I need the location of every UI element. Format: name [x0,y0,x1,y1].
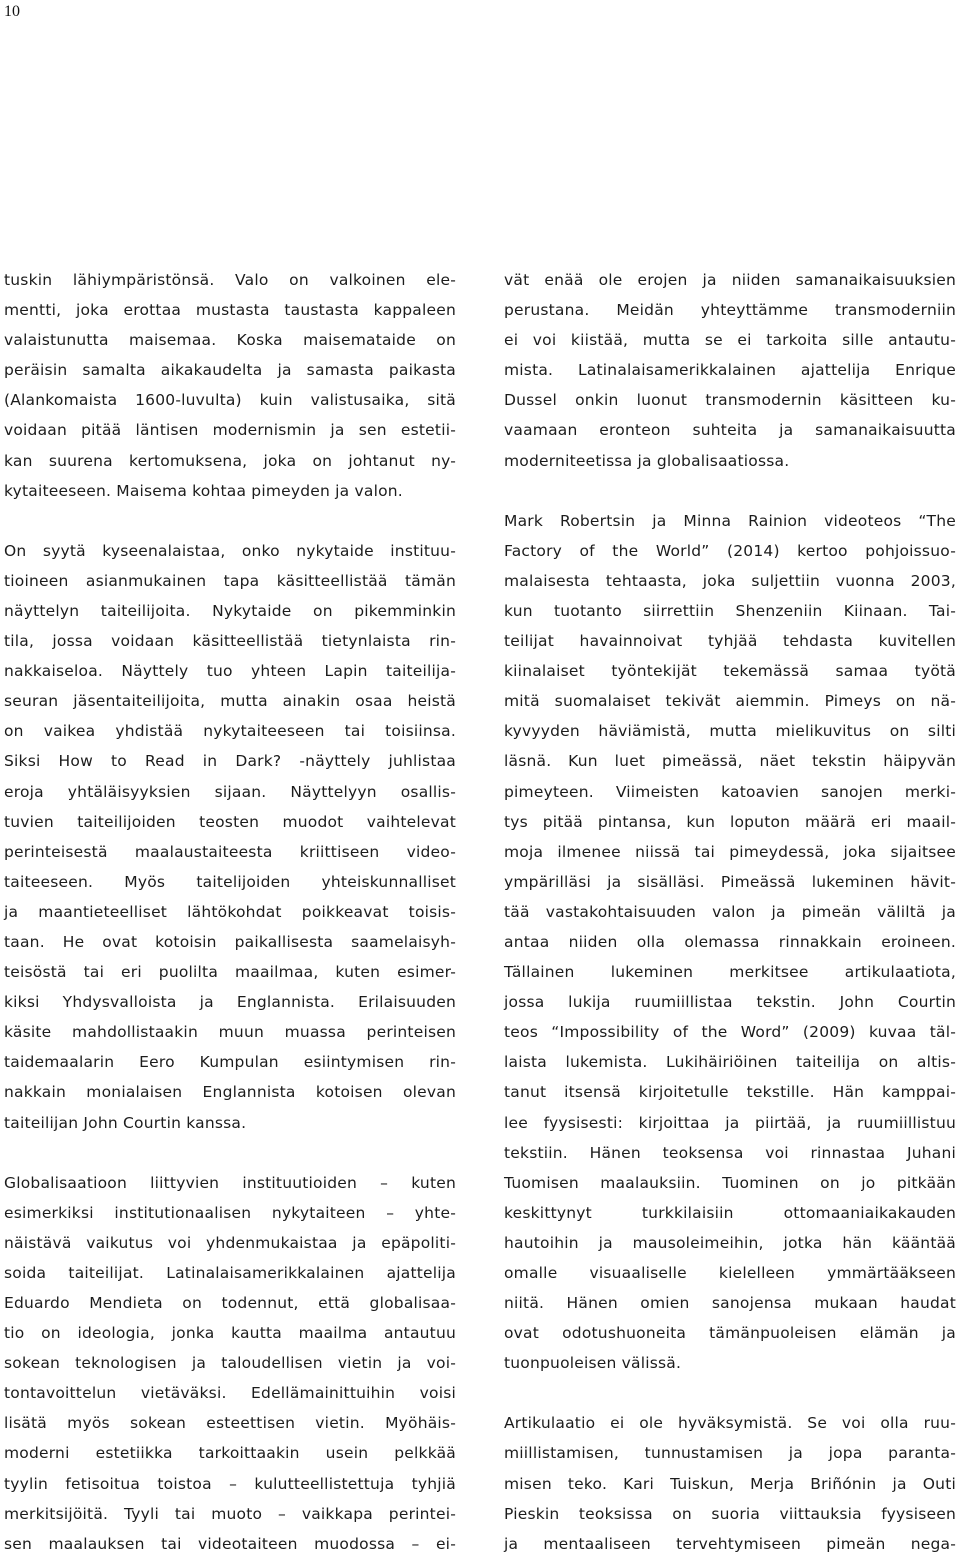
text-line: On syytä kyseenalaistaa, onko nykytaide instituu- [4,541,456,560]
text-line: lisätä myös sokean esteettisen vietin. Myöhäis- [4,1414,456,1433]
page-number: 10 [4,3,20,20]
text-line: vät enää ole erojen ja niiden samanaikaisuuksien [504,271,956,289]
text-line: Eduardo Mendieta on todennut, että globalisaa- [4,1294,456,1312]
text-line: ja maantieteelliset lähtökohdat poikkeavat toisis- [4,902,456,921]
text-line: perustana. Meidän yhteyttämme transmoderniin [504,301,956,320]
text-line: kiksi Yhdysvalloista ja Englannista. Erilaisuuden [4,993,456,1012]
text-line: Factory of the World” (2014) kertoo pohjoissuo- [504,541,956,560]
text-line: Dussel onkin luonut transmodernin käsitteen ku- [504,391,956,410]
text-line: ovat odotushuoneita tämänpuoleisen elämän ja [504,1324,956,1343]
text-line: lee fyysisesti: kirjoittaa ja piirtää, ja ruumiillistuu [504,1113,956,1132]
text-line: taan. He ovat kotoisin paikallisesta saamelaisyh- [4,932,456,951]
text-line: teos “Impossibility of the Word” (2009) kuvaa täl- [504,1023,956,1042]
text-line: mitä suomalaiset tekivät aiemmin. Pimeys on nä- [504,692,956,711]
text-line: merkitsijöitä. Tyyli tai muoto – vaikkapa perintei- [4,1504,456,1523]
paragraph [504,1408,956,1558]
left-column [4,265,456,1559]
text-line: tyylin fetisoitua toistoa – kulutteellistettuja tyhjiä [4,1474,456,1493]
text-line: pimeyteen. Viimeisten katoavien sanojen merki- [504,782,956,801]
paragraph [4,1168,456,1559]
text-line: tuvien taiteilijoiden teosten muodot vaihtelevat [4,812,456,831]
text-line: taiteeseen. Myös taitelijoiden yhteiskunnalliset [4,872,456,891]
text-line: sokean teknologisen ja taloudellisen vietin ja voi- [4,1354,456,1373]
text-line: voidaan pitää läntisen modernismin ja sen estetii- [4,421,456,440]
text-line: Pieskin teoksissa on suoria viittauksia fyysiseen [504,1504,956,1523]
text-line: perinteisestä maalaustaiteesta kriittiseen video- [4,842,456,861]
text-line: tekstiin. Hänen teoksensa voi rinnastaa Juhani [504,1143,956,1162]
text-line: teilijat havainnoivat tyhjää tehdasta kuvitellen [504,632,956,651]
text-line: vaamaan eronteon suhteita ja samanaikaisuutta [504,421,956,440]
text-line: on vaikea yhdistää nykytaiteeseen tai toisiinsa. [4,722,456,741]
text-line: moderni estetiikka tarkoittaakin usein pelkkää [4,1444,456,1463]
right-column [504,265,956,1559]
text-line: laista lukemista. Lukihäiriöinen taiteilija on altis- [504,1053,956,1072]
paragraph [504,506,956,1379]
text-line: sen maalauksen tai videotaiteen muodossa – ei- [4,1534,456,1553]
text-line: läsnä. Kun luet pimeässä, näet tekstin häipyvän [504,752,956,771]
text-line: peräisin samalta aikakaudelta ja samasta paikasta [4,361,456,380]
text-line: antaa niiden olla olemassa rinnakkain eroineen. [504,932,956,951]
text-line: ei voi kiistää, mutta se ei tarkoita sille antautu- [504,331,956,350]
text-line: mista. Latinalaisamerikkalainen ajattelija Enrique [504,361,956,380]
text-line: nakkain monialaisen Englannista kotoisen olevan [4,1083,456,1102]
text-line: tys pitää pintansa, kun loputon määrä eri maail- [504,812,956,831]
text-line: Mark Robertsin ja Minna Rainion videoteos “The [504,511,956,530]
text-line: soida taiteilijat. Latinalaisamerikkalainen ajattelija [4,1263,456,1282]
text-line: Tällainen lukeminen merkitsee artikulaatiota, [504,963,956,982]
text-line: tuonpuoleisen välissä. [504,1354,682,1373]
text-line: moderniteetissa ja globalisaatiossa. [504,451,790,470]
text-line: seuran jäsentaiteilijoita, mutta ainakin osaa heistä [4,692,456,711]
text-line: misen teko. Kari Tuiskun, Merja Briñónin ja Outi [504,1474,956,1493]
text-line: Globalisaatioon liittyvien instituutioiden – kuten [4,1173,456,1192]
text-line: ja mentaaliseen tervehtymiseen pimeän nega- [504,1534,956,1553]
text-line: Artikulaatio ei ole hyväksymistä. Se voi olla ruu- [504,1414,956,1433]
text-line: esimerkiksi institutionaalisen nykytaiteen – yhte- [4,1203,456,1222]
text-line: tioineen asianmukainen tapa käsitteellistää tämän [4,571,456,590]
text-line: Siksi How to Read in Dark? -näyttely juhlistaa [4,752,456,771]
text-line: keskittynyt turkkilaisiin ottomaaniaikakauden [504,1203,956,1222]
text-line: tila, jossa voidaan käsitteellistää tietynlaista rin- [4,632,456,651]
text-line: omalle visuaaliselle kielelleen ymmärtääkseen [504,1264,956,1282]
text-line: kyvyyden häviämistä, mutta mielikuvitus on silti [504,722,956,741]
text-line: käsite mahdollistaakin muun muassa perinteisen [4,1023,456,1042]
text-line: näyttelyn taiteilijoita. Nykytaide on pikemminkin [4,601,456,620]
text-line: taidemaalarin Eero Kumpulan esiintymisen rin- [4,1053,456,1072]
text-line: mentti, joka erottaa mustasta taustasta kappaleen [4,301,456,320]
text-line: tää vastakohtaisuuden valon ja pimeän väliltä ja [504,902,956,921]
text-line: tontavoittelun vietäväksi. Edellämainittuihin voisi [4,1384,456,1403]
text-line: kun tuotanto siirrettiin Shenzeniin Kiinaan. Tai- [504,601,956,620]
text-line: Tuomisen maalauksiin. Tuominen on jo pitkään [504,1173,956,1192]
text-line: eroja yhtäläisyyksien sijaan. Näyttelyyn osallis- [4,782,456,801]
text-line: kan suurena kertomuksena, joka on johtanut ny- [4,451,456,470]
text-line: teisöstä tai eri puolilta maailmaa, kuten esimer- [4,963,456,982]
paragraph [4,265,456,506]
paragraph [4,536,456,1138]
text-line: hautoihin ja mausoleimeihin, jotka hän kääntää [504,1233,956,1252]
text-line: valaistunutta maisemaa. Koska maisemataide on [4,331,456,350]
text-line: moja ilmenee niissä tai pimeydessä, joka sijaitsee [504,842,956,861]
paragraph [504,265,956,476]
text-line: ympärilläsi ja sisälläsi. Pimeässä lukeminen hävit- [504,872,956,891]
text-line: nakkaiseloa. Näyttely tuo yhteen Lapin taiteilija- [4,662,456,681]
text-line: kiinalaiset työntekijät tekemässä samaa työtä [504,662,956,681]
text-line: taiteilijan John Courtin kanssa. [4,1113,247,1132]
text-line: (Alankomaista 1600-luvulta) kuin valistusaika, sitä [4,391,456,410]
text-line: näistävä vaikutus voi yhdenmukaistaa ja epäpoliti- [4,1233,456,1252]
text-line: tanut itsensä kirjoitetulle tekstille. Hän kamppai- [504,1083,956,1102]
text-line: jossa lukija ruumiillistaa tekstin. John Courtin [504,993,956,1012]
text-line: malaisesta tehtaasta, joka suljettiin vuonna 2003, [504,571,956,590]
text-line: tio on ideologia, jonka kautta maailma antautuu [4,1324,456,1343]
text-line: niitä. Hänen omien sanojensa mukaan haudat [504,1294,956,1313]
text-line: kytaiteeseen. Maisema kohtaa pimeyden ja valon. [4,481,403,500]
text-line: tuskin lähiympäristönsä. Valo on valkoinen ele- [4,271,456,289]
text-line: miillistamisen, tunnustamisen ja jopa paranta- [504,1444,956,1463]
